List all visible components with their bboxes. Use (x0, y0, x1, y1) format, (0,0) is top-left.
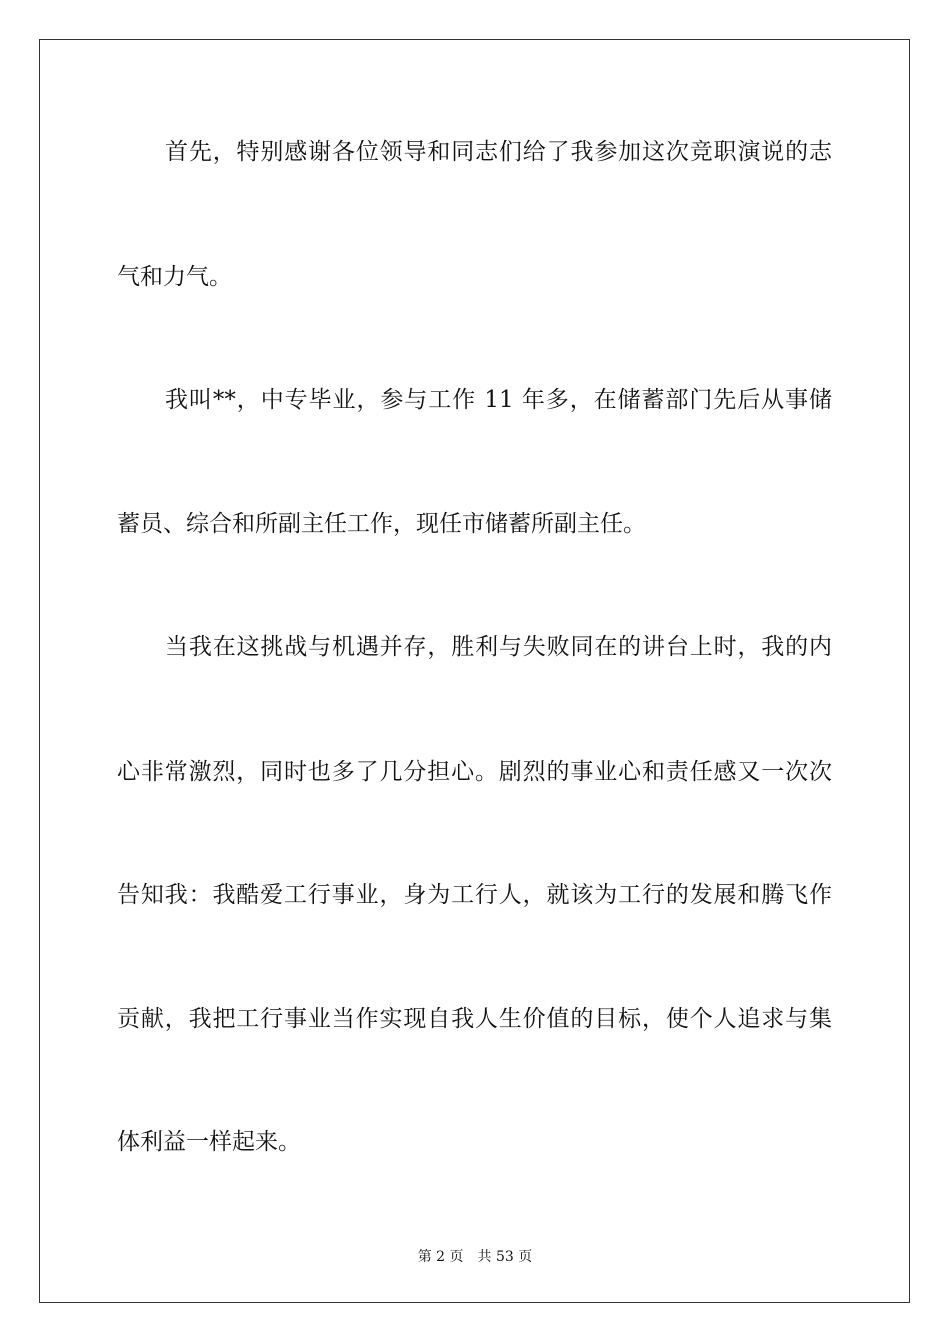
paragraph-1-line-1: 首先，特别感谢各位领导和同志们给了我参加这次竞职演说的志 (165, 139, 832, 165)
paragraph-3-line-3: 告知我：我酷爱工行事业，身为工行人，就该为工行的发展和腾飞作 (117, 882, 832, 908)
paragraph-3-line-5: 体利益一样起来。 (117, 1129, 301, 1155)
paragraph-2-line-1: 我叫**，中专毕业，参与工作 11 年多，在储蓄部门先后从事储 (165, 387, 832, 413)
paragraph-3-line-2: 心非常激烈，同时也多了几分担心。剧烈的事业心和责任感又一次次 (117, 759, 832, 785)
paragraph-3-line-1: 当我在这挑战与机遇并存，胜利与失败同在的讲台上时，我的内 (165, 634, 832, 660)
paragraph-1-line-2: 气和力气。 (117, 264, 232, 290)
paragraph-3-line-4: 贡献，我把工行事业当作实现自我人生价值的目标，使个人追求与集 (117, 1006, 832, 1032)
page-number: 第 2 页 (417, 1249, 464, 1265)
total-pages: 共 53 页 (477, 1249, 533, 1265)
paragraph-2-line-2: 蓄员、综合和所副主任工作，现任市储蓄所副主任。 (117, 511, 646, 537)
page-footer (0, 1247, 950, 1267)
page-border (39, 39, 910, 1303)
